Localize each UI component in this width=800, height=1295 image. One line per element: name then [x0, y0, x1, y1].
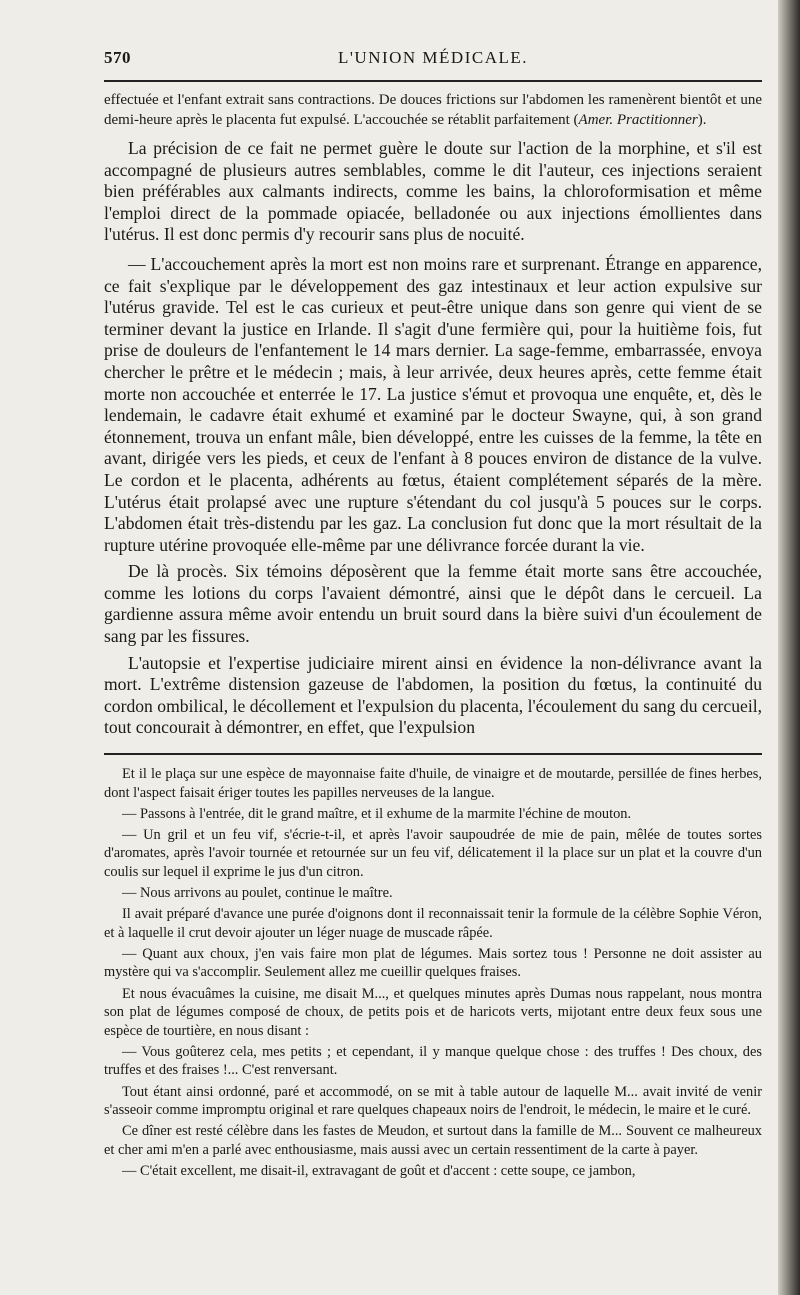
- feuilleton-paragraph: — Passons à l'entrée, dit le grand maître, et il exhume de la marmite l'échine de mouton.: [122, 805, 632, 822]
- feuilleton-paragraph: — Quant aux choux, j'en vais faire mon plat de légumes. Mais sortez tous ! Personne ne doit assister au mystère qui va s'accomplir. Seulement allez me cueillir quelques fraises.: [104, 945, 762, 981]
- feuilleton-paragraph: Ce dîner est resté célèbre dans les fastes de Meudon, et surtout dans la famille de M... Souvent ce malheureux et cher ami m'en a parlé avec enthousiasme, mais aussi avec un certain ressentiment de la carte à payer.: [104, 1123, 762, 1158]
- page-binding-edge: [778, 0, 800, 1295]
- feuilleton-paragraph: — C'était excellent, me disait-il, extravagant de goût et d'accent : cette soupe, ce jambon,: [122, 1162, 636, 1179]
- feuilleton-paragraph: Il avait préparé d'avance une purée d'oignons dont il reconnaissait tenir la formule de la célèbre Sophie Véron, et à laquelle il crut devoir ajouter un léger nuage de muscade râpée.: [104, 906, 762, 941]
- paragraph-trial: De là procès. Six témoins déposèrent que la femme était morte sans être accouchée, comme les lotions du corps l'avaient démontré, ainsi que le dépôt dans le cercueil. La gardienne assura même avoir entendu un bruit sourd dans la bière suivi d'un écoulement de sang par les fissures.: [104, 561, 762, 647]
- feuilleton-paragraph: Et nous évacuâmes la cuisine, me disait M..., et quelques minutes après Dumas nous rappelant, nous montra son plat de légumes composé de choux, de petits pois et de haricots verts, mijotant entre deux feux sous une espèce de tourtière, en nous disant :: [104, 985, 762, 1039]
- feuilleton-paragraph: — Vous goûterez cela, mes petits ; et cependant, il y manque quelque chose : des truffes ! Des choux, des truffes et des fraises !... C'est renversant.: [104, 1043, 762, 1079]
- feuilleton-text: [104, 765, 762, 1180]
- feuilleton-paragraph: Et il le plaça sur une espèce de mayonnaise faite d'huile, de vinaigre et de moutarde, persillée de fines herbes, dont l'aspect faisait ériger toutes les papilles nerveuses de la langue.: [104, 766, 762, 801]
- paragraph-autopsy: L'autopsie et l'expertise judiciaire mirent ainsi en évidence la non-délivrance avant la mort. L'extrême distension gazeuse de l'abdomen, la position du fœtus, la continuité du cordon ombilical, le décollement et l'expulsion du placenta, l'écoulement du sang du cercueil, tout concourait à démontrer, en effet, que l'expulsion: [104, 652, 762, 738]
- feuilleton-paragraph: — Nous arrivons au poulet, continue le maître.: [122, 885, 393, 902]
- paragraph-continuation: [104, 90, 762, 130]
- citation-close: ).: [697, 112, 707, 128]
- feuilleton-paragraph: — Un gril et un feu vif, s'écrie-t-il, et après l'avoir saupoudrée de mie de pain, mêlée de toutes sortes d'aromates, après l'avoir tournée et retournée sur un feu vif, délicatement il la place sur un plat et la couvre d'un coulis sur lequel il exprime le jus d'un citron.: [104, 826, 762, 880]
- paragraph-text: effectuée et l'enfant extrait sans contractions. De douces frictions sur l'abdomen les ramenèrent bientôt et une demi-heure après le placenta fut expulsé. L'accouchée se rétablit parfaitement (: [104, 92, 762, 128]
- paragraph-morphine: La précision de ce fait ne permet guère le doute sur l'action de la morphine, et s'il est accompagné de plusieurs autres semblables, comme le dit l'auteur, ces injections seraient bien préférables aux calmants indirects, comme les bains, la chloroformisation et même l'emploi direct de la pommade opiacée, belladonée ou aux injections émollientes dans l'utérus. Il est donc permis d'y recourir sans plus de nocuité.: [104, 138, 762, 245]
- main-text: [104, 90, 762, 739]
- source-citation: Amer. Practitionner: [578, 112, 698, 128]
- running-title: L'UNION MÉDICALE.: [337, 48, 529, 67]
- page-header: [104, 0, 762, 80]
- header-rule: [104, 80, 762, 82]
- page-number: 570: [104, 48, 131, 67]
- feuilleton-paragraph: Tout étant ainsi ordonné, paré et accommodé, on se mit à table autour de laquelle M... avait invité de venir s'asseoir comme impromptu original et rare quelques chapeaux noirs de l'endroit, le médecin, le maire et le curé.: [104, 1083, 762, 1119]
- footnote-rule: [104, 753, 762, 755]
- paragraph-postmortem-delivery: — L'accouchement après la mort est non moins rare et surprenant. Étrange en apparence, ce fait s'explique par le développement des gaz intestinaux et leur action expulsive sur l'utérus gravide. Tel est le cas curieux et peut-être unique dans son genre qui vient de se terminer devant la justice en Irlande. Il s'agit d'une fermière qui, pour la huitième fois, fut prise de douleurs de l'enfantement le 14 mars dernier. La sage-femme, embarrassée, envoya chercher le prêtre et le médecin ; mais, à leur arrivée, deux heures après, cette femme était morte non accouchée et enterrée le 17. La justice s'émut et provoqua une enquête, et, dès le lendemain, le cadavre était exhumé et examiné par le docteur Swayne, qui, à son grand étonnement, trouva un enfant mâle, bien développé, entre les cuisses de la femme, la tête en avant, dirigée vers les pieds, et ceux de l'enfant à 8 pouces environ de distance de la vulve. Le cordon et le placenta, adhérents au fœtus, étaient complétement séparés de la mère. L'utérus était prolapsé avec une rupture s'étendant du col jusqu'à 5 pouces sur le corps. L'abdomen était très-distendu par les gaz. La conclusion fut donc que la mort résultait de la rupture utérine provoquée elle-même par une délivrance forcée durant la vie.: [104, 253, 762, 555]
